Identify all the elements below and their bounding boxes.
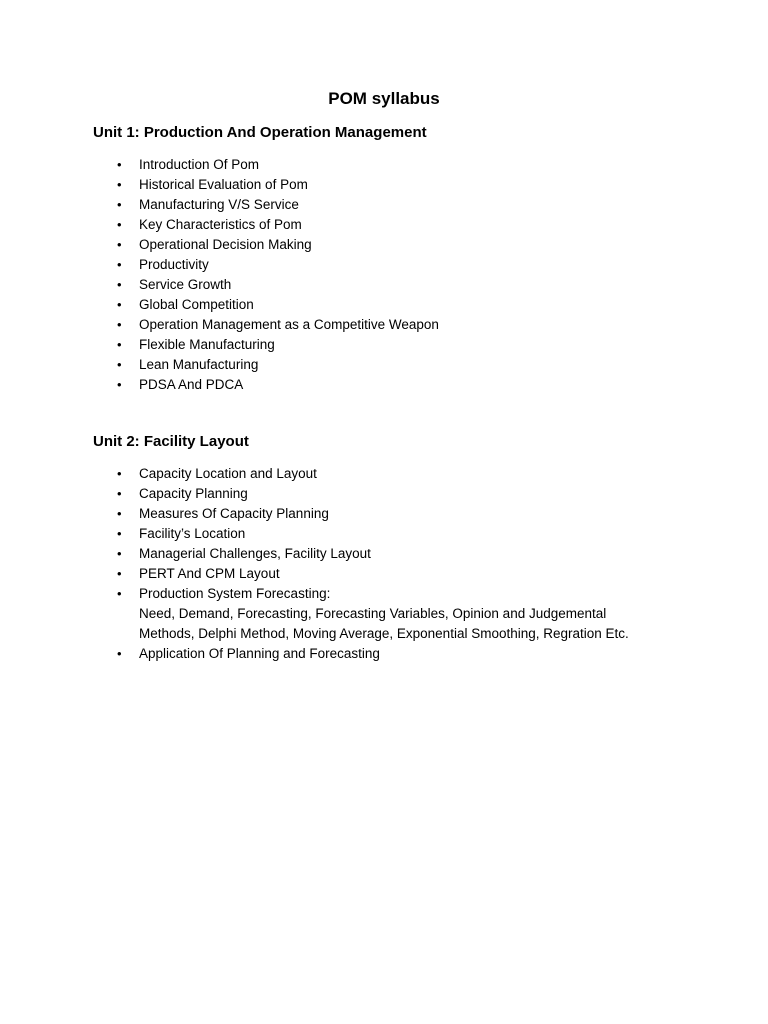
list-item bbox=[93, 155, 713, 175]
list-item bbox=[93, 524, 713, 544]
bullet-icon: • bbox=[117, 237, 122, 252]
list-item bbox=[93, 564, 713, 584]
topic-text: Operational Decision Making bbox=[139, 237, 312, 252]
list-item bbox=[93, 315, 713, 335]
bullet-icon: • bbox=[117, 177, 122, 192]
bullet-icon: • bbox=[117, 357, 122, 372]
bullet-icon: • bbox=[117, 466, 122, 481]
bullet-icon: • bbox=[117, 297, 122, 312]
topic-text: Capacity Location and Layout bbox=[139, 466, 317, 481]
bullet-icon: • bbox=[117, 157, 122, 172]
bullet-icon: • bbox=[117, 546, 122, 561]
topic-text: Manufacturing V/S Service bbox=[139, 197, 299, 212]
list-item bbox=[93, 295, 713, 315]
topic-text: Flexible Manufacturing bbox=[139, 337, 275, 352]
topic-text: PERT And CPM Layout bbox=[139, 566, 280, 581]
topic-text: Introduction Of Pom bbox=[139, 157, 260, 172]
unit-2-section bbox=[93, 432, 713, 664]
topic-text: Service Growth bbox=[139, 277, 232, 292]
bullet-icon: • bbox=[117, 277, 122, 292]
topic-text: Production System Forecasting: bbox=[139, 586, 331, 601]
list-item bbox=[93, 355, 713, 375]
bullet-icon: • bbox=[117, 217, 122, 232]
list-item bbox=[93, 335, 713, 355]
topic-text: Managerial Challenges, Facility Layout bbox=[139, 546, 371, 561]
unit-heading: Unit 1: Production And Operation Management bbox=[93, 124, 427, 141]
document-title: POM syllabus bbox=[328, 89, 440, 108]
unit-1-section bbox=[93, 123, 713, 395]
topic-text: PDSA And PDCA bbox=[139, 377, 244, 392]
unit-heading: Unit 2: Facility Layout bbox=[93, 433, 249, 450]
list-item bbox=[93, 644, 713, 664]
topic-text: Facility’s Location bbox=[139, 526, 246, 541]
topic-text: Global Competition bbox=[139, 297, 254, 312]
bullet-icon: • bbox=[117, 486, 122, 501]
bullet-icon: • bbox=[117, 197, 122, 212]
bullet-icon: • bbox=[117, 377, 122, 392]
topic-list bbox=[93, 464, 713, 664]
topic-detail-line: Need, Demand, Forecasting, Forecasting Variables, Opinion and Judgemental bbox=[139, 606, 607, 621]
list-item bbox=[93, 215, 713, 235]
bullet-icon: • bbox=[117, 337, 122, 352]
topic-text: Application Of Planning and Forecasting bbox=[139, 646, 380, 661]
topic-text: Measures Of Capacity Planning bbox=[139, 506, 329, 521]
bullet-icon: • bbox=[117, 317, 122, 332]
topic-list bbox=[93, 155, 713, 395]
list-item bbox=[93, 584, 713, 644]
list-item bbox=[93, 504, 713, 524]
bullet-icon: • bbox=[117, 586, 122, 601]
bullet-icon: • bbox=[117, 526, 122, 541]
list-item bbox=[93, 464, 713, 484]
bullet-icon: • bbox=[117, 566, 122, 581]
topic-text: Productivity bbox=[139, 257, 209, 272]
topic-text: Capacity Planning bbox=[139, 486, 248, 501]
bullet-icon: • bbox=[117, 257, 122, 272]
list-item bbox=[93, 255, 713, 275]
list-item bbox=[93, 275, 713, 295]
list-item bbox=[93, 235, 713, 255]
list-item bbox=[93, 484, 713, 504]
list-item bbox=[93, 195, 713, 215]
bullet-icon: • bbox=[117, 646, 122, 661]
topic-text: Operation Management as a Competitive Weapon bbox=[139, 317, 439, 332]
topic-text: Key Characteristics of Pom bbox=[139, 217, 302, 232]
list-item bbox=[93, 544, 713, 564]
bullet-icon: • bbox=[117, 506, 122, 521]
list-item bbox=[93, 375, 713, 395]
topic-text: Historical Evaluation of Pom bbox=[139, 177, 308, 192]
topic-detail-line: Methods, Delphi Method, Moving Average, Exponential Smoothing, Regration Etc. bbox=[139, 626, 629, 641]
topic-text: Lean Manufacturing bbox=[139, 357, 259, 372]
list-item bbox=[93, 175, 713, 195]
